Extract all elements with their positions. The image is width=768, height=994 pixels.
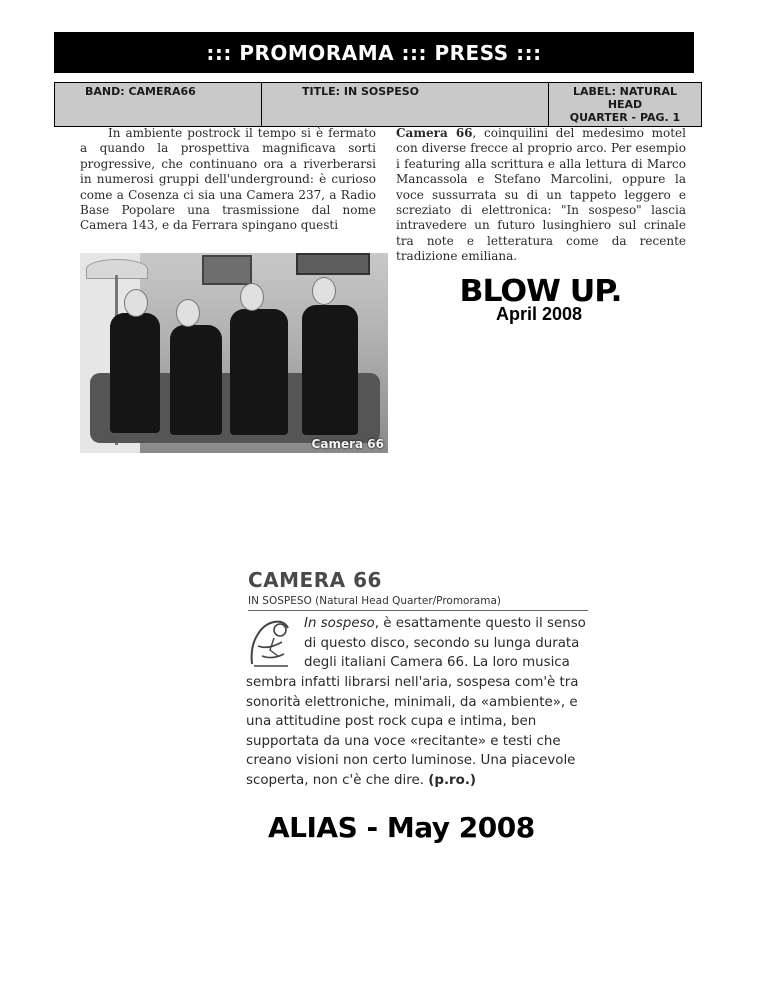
release-info-row bbox=[55, 83, 702, 127]
blowup-right-paragraph: , coinquilini del medesimo motel con diverse frecce al proprio arco. Per esempio i featuring alla scrittura e alla lettura di Marco Mancassola e Stefano Marcolini, oppure la voce sussurrata su di un tappeto leggero e screziato di elettronica: "In sospeso" lascia intravedere un futuro lusinghiero sul crinale tra note e letteratura come da recente tradizione emiliana. bbox=[396, 126, 686, 264]
alias-signature: (p.ro.) bbox=[428, 772, 477, 788]
alias-review-heading: CAMERA 66 bbox=[248, 568, 382, 592]
blowup-source-name: BLOW UP. bbox=[459, 274, 622, 309]
band-member bbox=[302, 305, 358, 435]
title-cell bbox=[262, 83, 549, 127]
band-member bbox=[110, 313, 160, 433]
band-member-head bbox=[312, 277, 336, 305]
blowup-band-lead: Camera 66 bbox=[396, 126, 473, 140]
band-cell bbox=[55, 83, 262, 127]
alias-body-start: , è esattamente questo il senso di questo disco, secondo su lunga durata degli italiani Camera 66. La loro musica bbox=[304, 616, 586, 671]
band-member-head bbox=[240, 283, 264, 311]
blowup-review-left-column bbox=[80, 126, 376, 234]
alias-divider bbox=[248, 610, 588, 611]
alias-review-body-indented bbox=[304, 614, 594, 673]
band-member-head bbox=[124, 289, 148, 317]
blowup-left-paragraph: In ambiente postrock il tempo si è fermato a quando la prospettiva magnificava sorti progressive, che continuano ora a riverberarsi in numerosi gruppi dell'underground: è curioso come a Cosenza ci sia una Camera 237, a Radio Base Popolare una trasmissione dal nome Camera 143, e da Ferrara spingano questi bbox=[80, 126, 376, 233]
alias-review-subheading: IN SOSPESO (Natural Head Quarter/Promorama) bbox=[248, 595, 501, 607]
blowup-review-right-column bbox=[396, 126, 686, 265]
band-photo bbox=[80, 253, 388, 453]
alias-review-body bbox=[246, 673, 596, 791]
alias-source-date: ALIAS - May 2008 bbox=[268, 811, 535, 844]
banner-title: ::: PROMORAMA ::: PRESS ::: bbox=[206, 40, 542, 65]
label-cell bbox=[549, 83, 702, 127]
record-label-line1: LABEL: NATURAL HEAD bbox=[573, 85, 677, 111]
alias-body-rest: sembra infatti librarsi nell'aria, sospesa com'è tra sonorità elettroniche, minimali, da «ambiente», e una attitudine post rock cupa e intima, ben supportata da una voce «recitante» e testi che creano visioni non certo luminose. Una piacevole scoperta, non c'è che dire. bbox=[246, 675, 579, 788]
band-member bbox=[230, 309, 288, 435]
band-label: BAND: CAMERA66 bbox=[85, 85, 196, 98]
reclining-figure-icon bbox=[244, 616, 296, 670]
alias-album-title: In sospeso bbox=[304, 616, 375, 631]
wall-picture-frame bbox=[202, 255, 252, 285]
record-label-line2: QUARTER - PAG. 1 bbox=[569, 111, 681, 124]
wall-picture-frame bbox=[296, 253, 370, 275]
release-title-label: TITLE: IN SOSPESO bbox=[302, 85, 420, 98]
blowup-date: April 2008 bbox=[496, 304, 583, 324]
release-info-table bbox=[54, 82, 702, 127]
photo-caption: Camera 66 bbox=[311, 437, 384, 451]
band-member-head bbox=[176, 299, 200, 327]
band-member bbox=[170, 325, 222, 435]
promorama-press-banner bbox=[54, 32, 694, 73]
